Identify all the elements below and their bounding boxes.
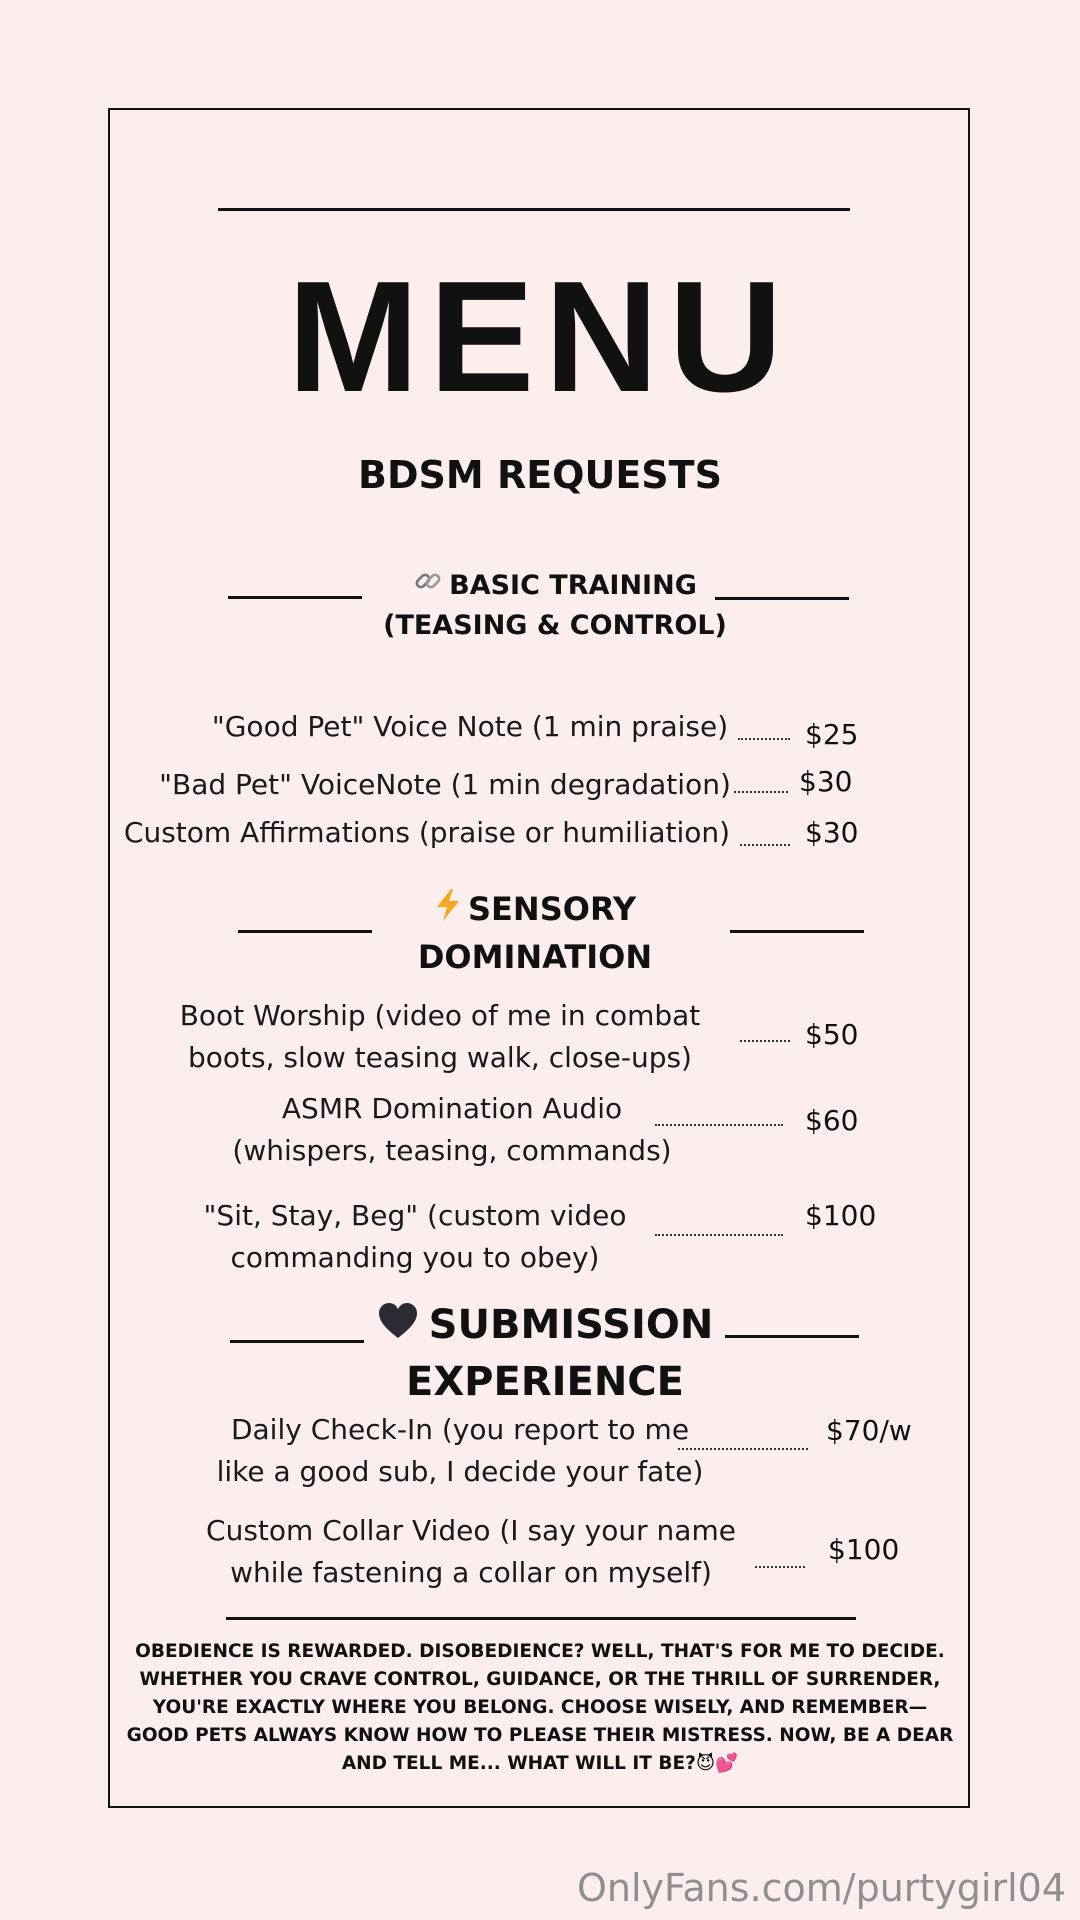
menu-item-daily-check-in-dots	[678, 1448, 808, 1450]
section-2-title-line1: SENSORY	[468, 890, 636, 928]
menu-item-custom-affirmations: Custom Affirmations (praise or humiliation)	[123, 816, 731, 849]
footer-emoji: 😈💕	[695, 1753, 739, 1774]
section-basic-training-heading	[360, 566, 750, 645]
section-2-right-rule	[730, 930, 864, 933]
menu-item-custom-affirmations-price: $30	[805, 816, 859, 849]
menu-item-boot-worship-line2: boots, slow teasing walk, close-ups)	[188, 1041, 692, 1074]
section-3-title-line1: SUBMISSION	[428, 1302, 714, 1348]
menu-item-custom-collar-line1: Custom Collar Video (I say your name	[206, 1514, 736, 1547]
link-icon	[413, 566, 443, 607]
menu-item-sit-stay-beg-dots	[655, 1234, 783, 1236]
menu-item-boot-worship-dots	[740, 1040, 790, 1042]
menu-item-custom-collar-dots	[755, 1566, 805, 1568]
menu-item-daily-check-in-line1: Daily Check-In (you report to me	[230, 1413, 690, 1446]
menu-item-custom-collar-price: $100	[828, 1533, 900, 1566]
menu-item-asmr-audio-line2: (whispers, teasing, commands)	[232, 1134, 672, 1167]
menu-item-daily-check-in-price: $70/w	[826, 1414, 912, 1447]
menu-item-asmr-audio-line1: ASMR Domination Audio	[281, 1092, 623, 1125]
section-submission-experience-heading	[365, 1298, 725, 1410]
lightning-icon	[434, 888, 462, 934]
menu-item-sit-stay-beg-line1: "Sit, Stay, Beg" (custom video	[203, 1199, 627, 1232]
menu-item-custom-affirmations-dots	[740, 844, 790, 846]
section-3-title-line2: EXPERIENCE	[406, 1358, 684, 1405]
menu-item-sit-stay-beg-price: $100	[805, 1199, 877, 1232]
section-3-right-rule	[725, 1335, 859, 1338]
menu-item-bad-pet-dots	[734, 791, 788, 793]
menu-item-boot-worship-line1: Boot Worship (video of me in combat	[179, 999, 701, 1032]
section-sensory-domination-heading	[375, 886, 695, 980]
section-1-left-rule	[228, 596, 362, 599]
menu-item-daily-check-in	[150, 1409, 770, 1493]
menu-item-bad-pet: "Bad Pet" VoiceNote (1 min degradation)	[159, 768, 731, 801]
section-2-left-rule	[238, 930, 372, 933]
menu-item-boot-worship	[120, 995, 760, 1079]
menu-title: MENU	[287, 249, 793, 425]
top-divider	[218, 208, 850, 211]
footer-text: OBEDIENCE IS REWARDED. DISOBEDIENCE? WELL, THAT'S FOR ME TO DECIDE. WHETHER YOU CRAVE CONTROL, GUIDANCE, OR THE THRILL OF SURRENDER, YOU'RE EXACTLY WHERE YOU BELONG. CHOOSE WISELY, AND REMEMBER—GOOD PETS ALWAYS KNOW HOW TO PLEASE THEIR MISTRESS. NOW, BE A DEAR AND TELL ME... WHAT WILL IT BE?	[126, 1641, 954, 1774]
heart-icon	[377, 1300, 419, 1355]
menu-item-asmr-audio-price: $60	[805, 1104, 859, 1137]
section-1-title-line1: BASIC TRAINING	[449, 570, 697, 601]
menu-item-custom-collar-line2: while fastening a collar on myself)	[230, 1556, 712, 1589]
menu-item-daily-check-in-line2: like a good sub, I decide your fate)	[216, 1455, 704, 1488]
menu-item-good-pet-dots	[738, 738, 790, 740]
section-3-left-rule	[230, 1340, 364, 1343]
menu-item-good-pet-price: $25	[805, 718, 859, 751]
menu-item-sit-stay-beg	[115, 1195, 715, 1279]
menu-item-sit-stay-beg-line2: commanding you to obey)	[230, 1241, 600, 1274]
menu-item-good-pet: "Good Pet" Voice Note (1 min praise)	[211, 710, 729, 743]
menu-item-bad-pet-price: $30	[799, 765, 853, 798]
watermark: OnlyFans.com/purtygirl04	[576, 1866, 1066, 1910]
menu-subtitle: BDSM REQUESTS	[358, 453, 722, 497]
menu-item-asmr-audio	[152, 1088, 752, 1172]
footer-message	[125, 1638, 955, 1778]
section-2-title-line2: DOMINATION	[417, 938, 653, 976]
menu-item-custom-collar	[156, 1510, 786, 1594]
menu-item-boot-worship-price: $50	[805, 1018, 859, 1051]
menu-item-asmr-audio-dots	[655, 1124, 783, 1126]
bottom-divider	[226, 1617, 856, 1620]
section-1-title-line2: (TEASING & CONTROL)	[383, 610, 727, 641]
